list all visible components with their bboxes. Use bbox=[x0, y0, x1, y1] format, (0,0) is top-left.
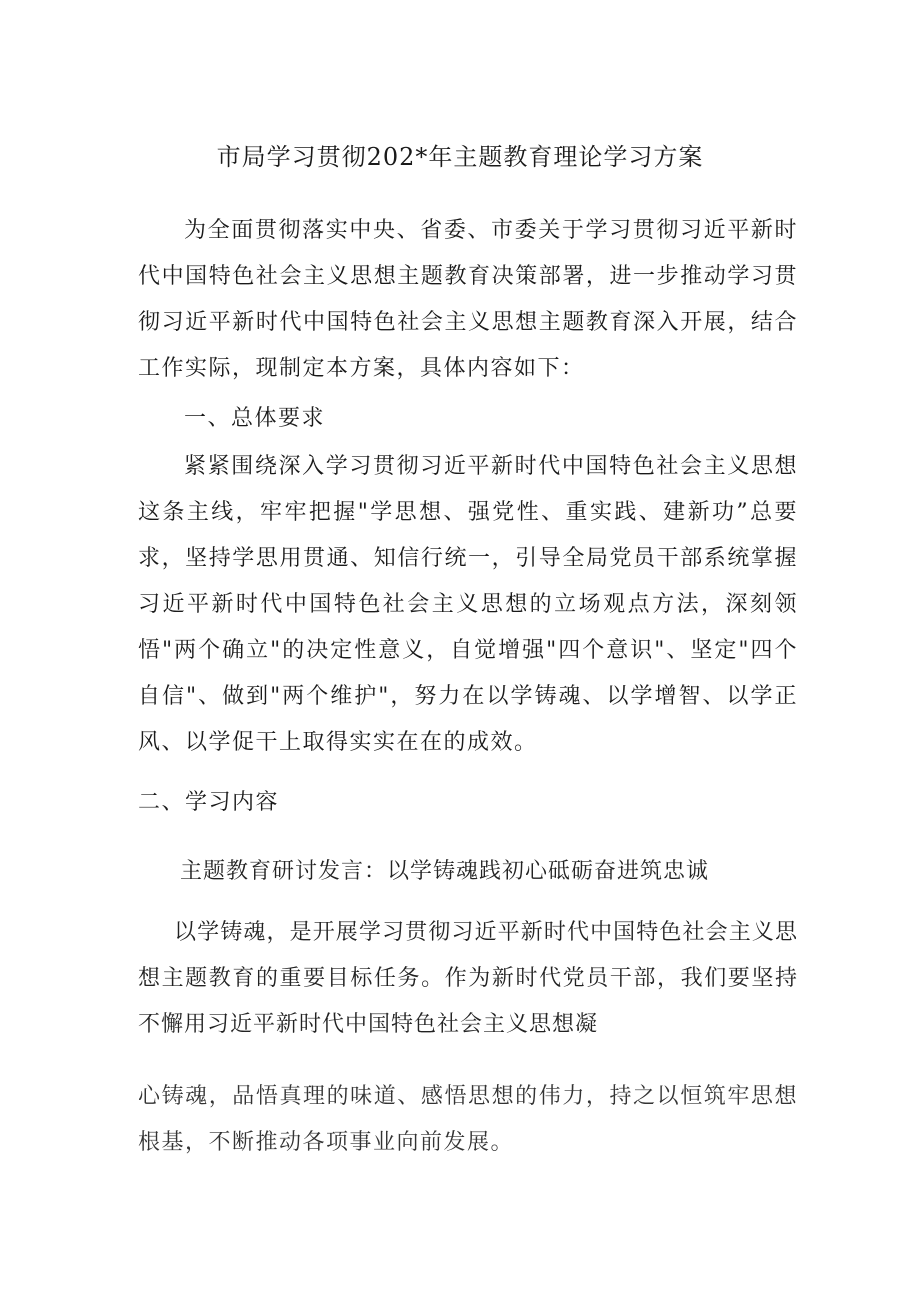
section-heading-general-requirements: 一、总体要求 bbox=[184, 406, 326, 431]
general-requirements-paragraph: 紧紧围绕深入学习贯彻习近平新时代中国特色社会主义思想这条主线，牢牢把握"学思想、强党性、重实践、建新功”总要求，坚持学思用贯通、知信行统一，引导全局党员干部系统掌握习近平新时代中国特色社会主义思想的立场观点方法，深刻领悟"两个确立"的决定性意义，自觉增强"四个意识"、坚定"四个自信"、做到"两个维护"，努力在以学铸魂、以学增智、以学正风、以学促干上取得实实在在的成效。 bbox=[138, 454, 798, 755]
intro-paragraph: 为全面贯彻落实中央、省委、市委关于学习贯彻习近平新时代中国特色社会主义思想主题教育决策部署，进一步推动学习贯彻习近平新时代中国特色社会主义思想主题教育深入开展，结合工作实际，现制定本方案，具体内容如下： bbox=[138, 218, 798, 381]
document-title: 市局学习贯彻202*年主题教育理论学习方案 bbox=[216, 143, 704, 171]
speech-paragraph: 以学铸魂，是开展学习贯彻习近平新时代中国特色社会主义思想主题教育的重要目标任务。作为新时代党员干部，我们要坚持不懈用习近平新时代中国特色社会主义思想凝 bbox=[138, 920, 798, 1037]
section-heading-study-content: 二、学习内容 bbox=[138, 790, 280, 815]
speech-subheading: 主题教育研讨发言：以学铸魂践初心砥砺奋进筑忠诚 bbox=[180, 859, 710, 884]
continuation-paragraph: 心铸魂，品悟真理的味道、感悟思想的伟力，持之以恒筑牢思想根基，不断推动各项事业向前发展。 bbox=[138, 1084, 798, 1155]
